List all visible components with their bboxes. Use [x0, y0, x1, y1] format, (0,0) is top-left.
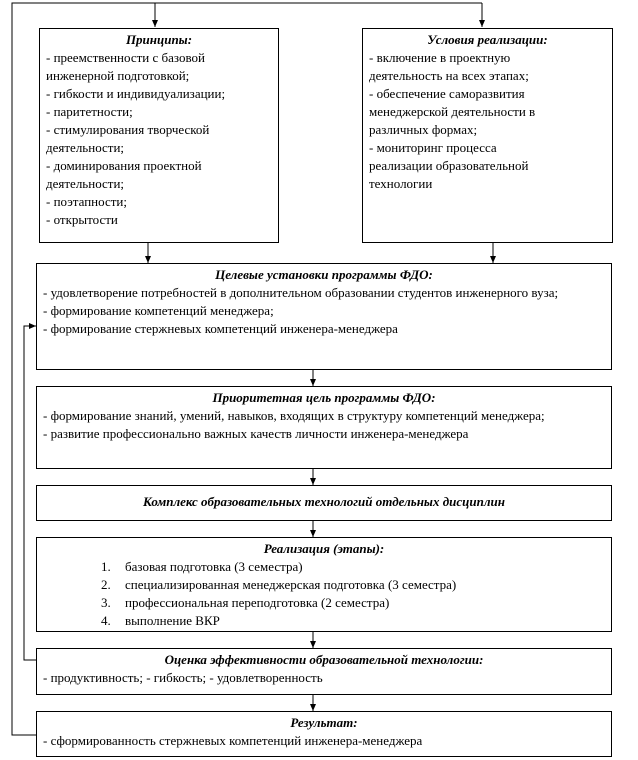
implementation-steps — [43, 558, 605, 630]
principles-item: - открытости — [46, 212, 118, 227]
conditions-title: Условия реализации: — [427, 32, 548, 47]
conditions-item: технологии — [369, 176, 433, 191]
implementation-step — [101, 558, 605, 576]
conditions-item: реализации образовательной — [369, 158, 529, 173]
priority-item: - развитие профессионально важных качеств личности инженера-менеджера — [43, 426, 469, 441]
conditions-box — [362, 28, 613, 243]
complex-title: Комплекс образовательных технологий отдельных дисциплин — [143, 494, 505, 509]
priority-title: Приоритетная цель программы ФДО: — [212, 390, 436, 405]
complex-box — [36, 485, 612, 521]
evaluation-text: - продуктивность; - гибкость; - удовлетворенность — [43, 670, 323, 685]
step-number: 4. — [101, 613, 111, 628]
principles-item: - паритетности; — [46, 104, 133, 119]
principles-item: деятельности; — [46, 140, 125, 155]
targets-item: - формирование компетенций менеджера; — [43, 303, 274, 318]
principles-title: Принципы: — [125, 32, 193, 47]
conditions-item: менеджерской деятельности в — [369, 104, 536, 119]
conditions-item: различных формах; — [369, 122, 478, 137]
result-text: - сформированность стержневых компетенций инженера-менеджера — [43, 733, 423, 748]
priority-box — [36, 386, 612, 469]
targets-title: Целевые установки программы ФДО: — [215, 267, 433, 282]
step-text: специализированная менеджерская подготовка (3 семестра) — [125, 577, 457, 592]
step-number: 1. — [101, 559, 111, 574]
conditions-item: - включение в проектную — [369, 50, 511, 65]
principles-item: - доминирования проектной — [46, 158, 202, 173]
priority-item: - формирование знаний, умений, навыков, входящих в структуру компетенций менеджера; — [43, 408, 545, 423]
targets-box — [36, 263, 612, 370]
implementation-step — [101, 594, 605, 612]
result-title: Результат: — [290, 715, 358, 730]
principles-item: - стимулирования творческой — [46, 122, 210, 137]
implementation-box — [36, 537, 612, 632]
targets-item: - формирование стержневых компетенций инженера-менеджера — [43, 321, 398, 336]
implementation-step — [101, 576, 605, 594]
targets-item: - удовлетворение потребностей в дополнительном образовании студентов инженерного вуза; — [43, 285, 559, 300]
conditions-item: - мониторинг процесса — [369, 140, 497, 155]
implementation-title: Реализация (этапы): — [263, 541, 385, 556]
conditions-item: деятельность на всех этапах; — [369, 68, 529, 83]
evaluation-title: Оценка эффективности образовательной технологии: — [164, 652, 484, 667]
evaluation-box — [36, 648, 612, 695]
principles-item: - гибкости и индивидуализации; — [46, 86, 226, 101]
implementation-step — [101, 612, 605, 630]
step-number: 3. — [101, 595, 111, 610]
principles-item: - преемственности с базовой — [46, 50, 205, 65]
step-number: 2. — [101, 577, 111, 592]
principles-item: инженерной подготовкой; — [46, 68, 190, 83]
step-text: выполнение ВКР — [125, 613, 220, 628]
result-box — [36, 711, 612, 757]
step-text: базовая подготовка (3 семестра) — [125, 559, 303, 574]
principles-item: деятельности; — [46, 176, 125, 191]
principles-box — [39, 28, 279, 243]
conditions-item: - обеспечение саморазвития — [369, 86, 525, 101]
step-text: профессиональная переподготовка (2 семестра) — [125, 595, 390, 610]
principles-item: - поэтапности; — [46, 194, 127, 209]
feedback-loop-inner — [24, 326, 36, 660]
